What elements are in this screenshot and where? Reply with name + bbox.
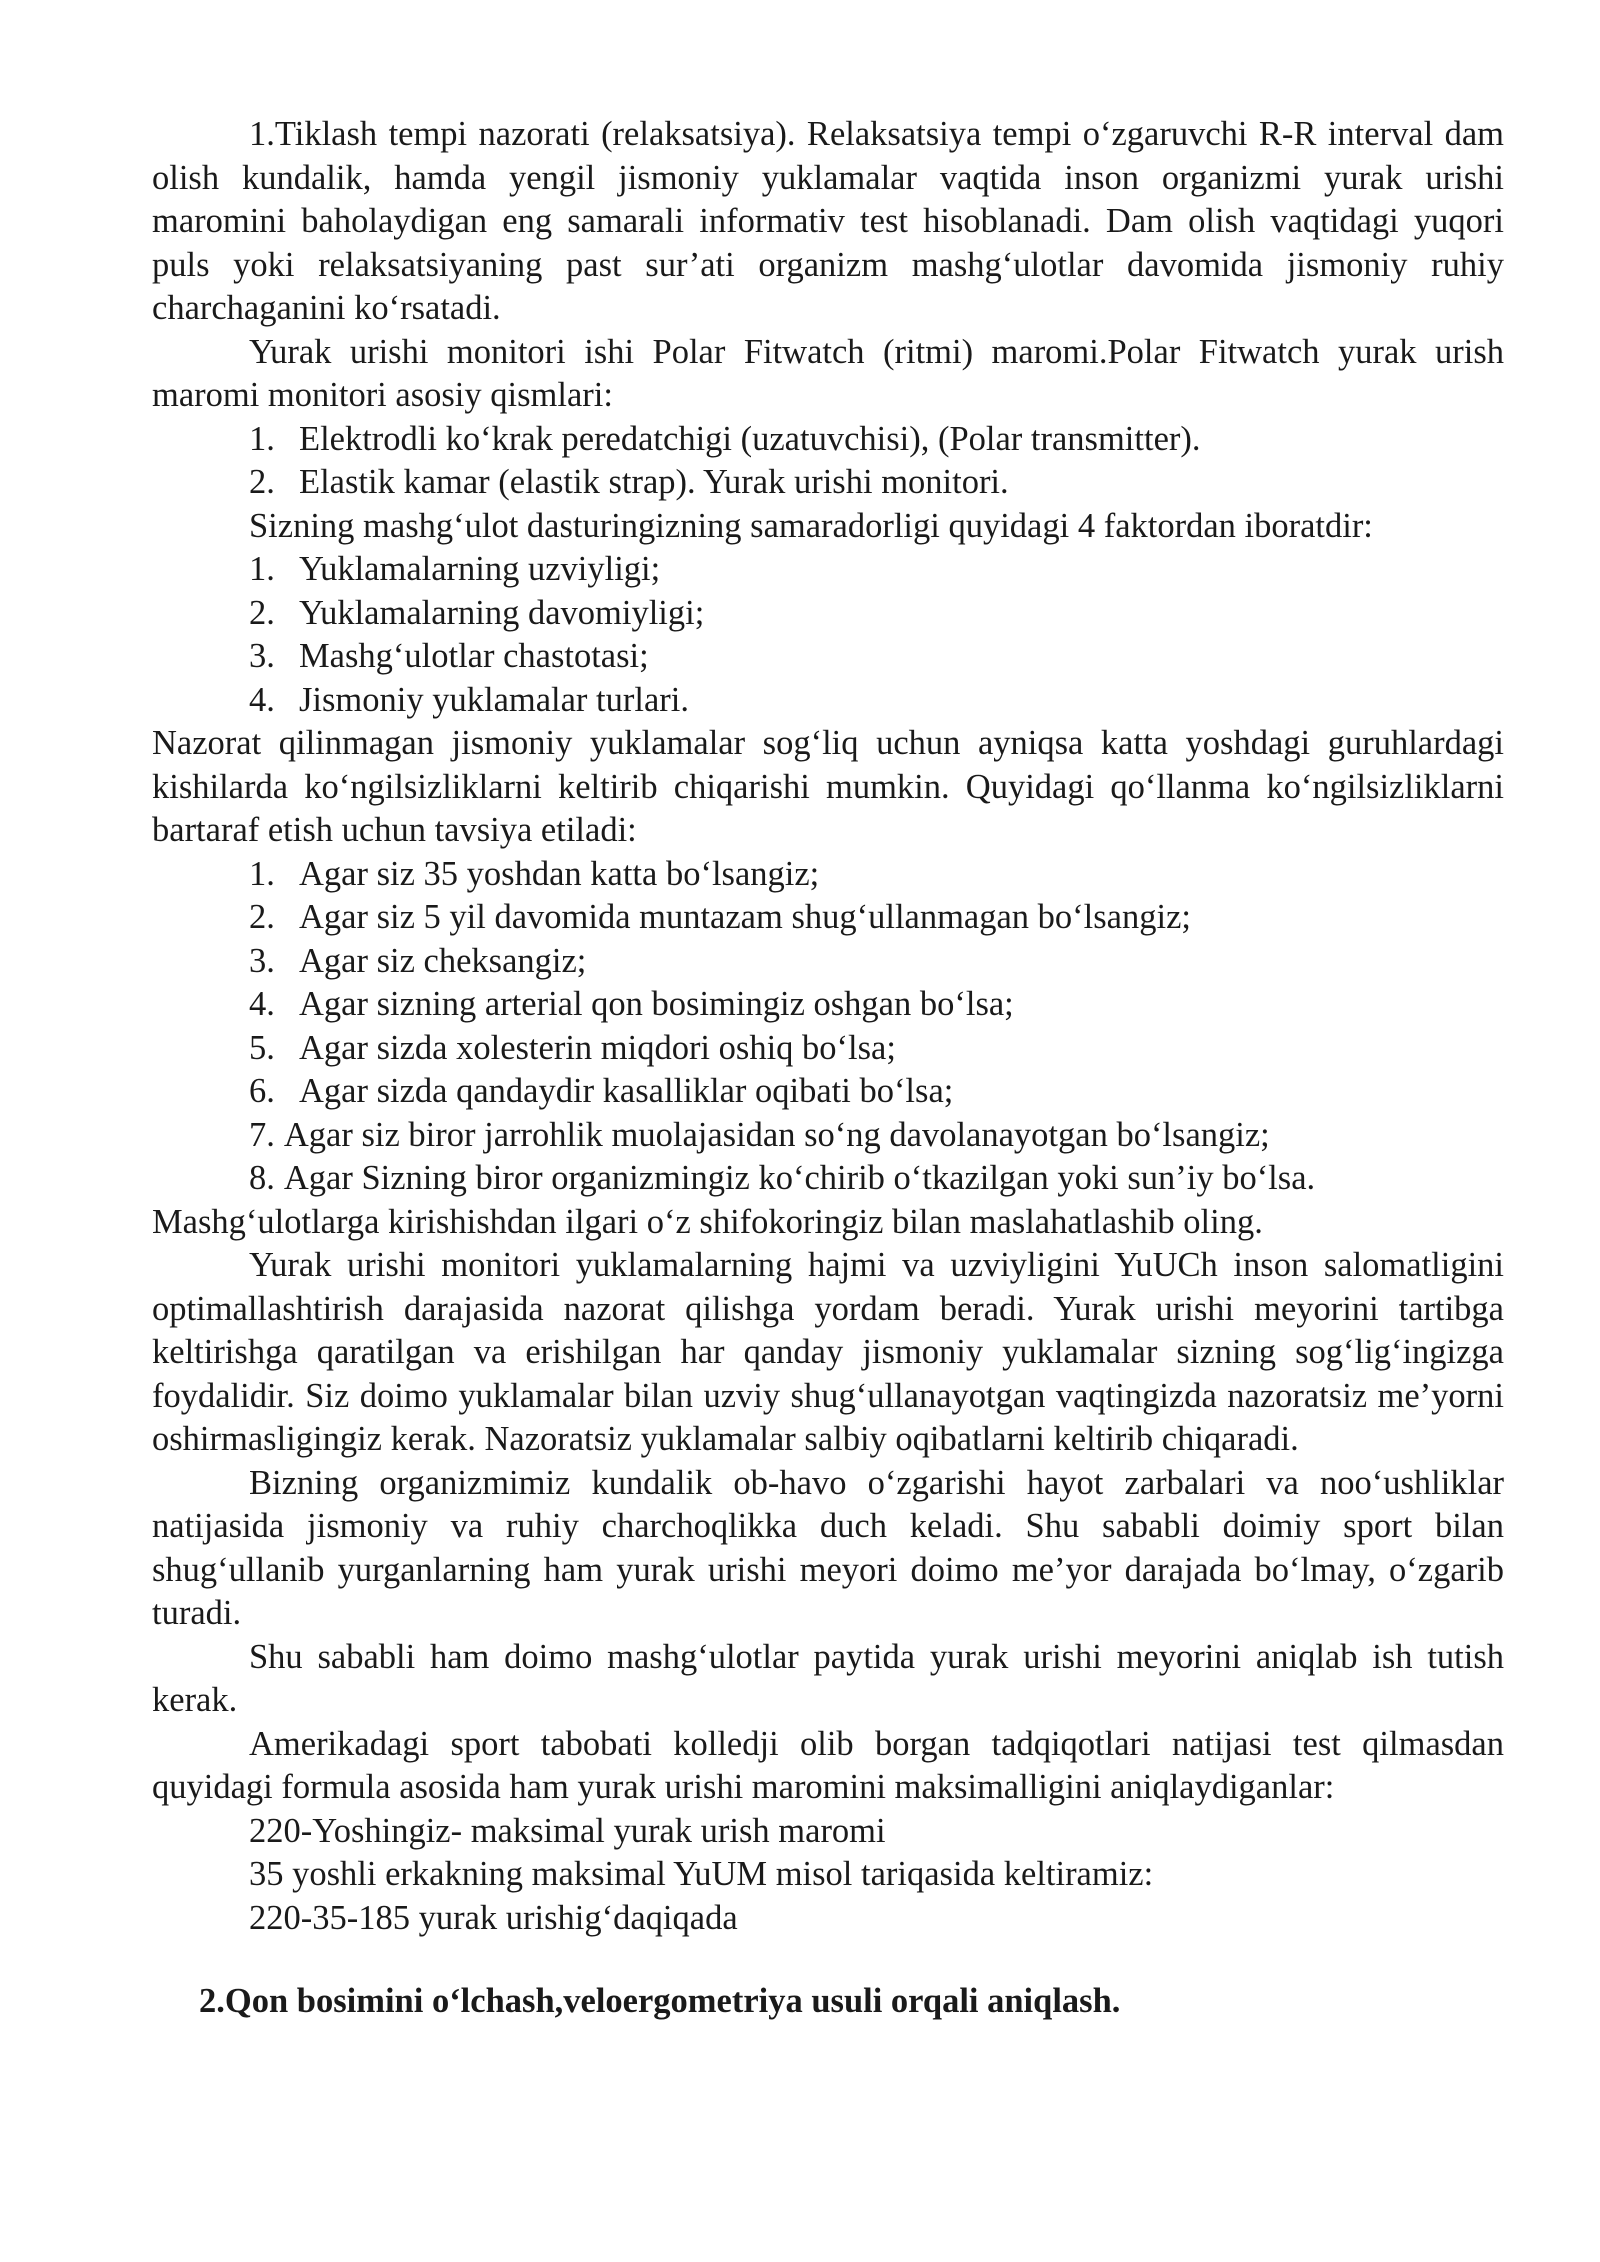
list-text: Agar Sizning biror organizmingiz ko‘chirib o‘tkazilgan yoki sun’iy bo‘lsa. xyxy=(283,1159,1316,1197)
list-text: Elektrodli ko‘krak peredatchigi (uzatuvchisi), (Polar transmitter). xyxy=(299,419,1201,458)
list-number: 1. xyxy=(249,419,275,458)
formula-line: 220-35-185 yurak urishig‘daqiqada xyxy=(249,1898,738,1937)
list-text: Agar siz cheksangiz; xyxy=(299,941,587,980)
paragraph-determine-rate: Shu sababli ham doimo mashg‘ulotlar paytida yurak urishi meyorini aniqlab ish tutish kerak. xyxy=(152,1637,1504,1719)
formula-line: 220-Yoshingiz- maksimal yurak urish maromi xyxy=(249,1811,886,1850)
paragraph-organism-fatigue: Bizning organizmimiz kundalik ob-havo o‘zgarishi hayot zarbalari va noo‘ushliklar natijasida jismoniy va ruhiy charchoqlikka duch keladi. Shu sababli doimiy sport bilan shug‘ullanib yurganlarning ham yurak urishi meyori doimo me’yor darajada bo‘lmay, o‘zgarib turadi. xyxy=(152,1463,1504,1632)
list-number: 8. xyxy=(249,1159,275,1197)
list-item xyxy=(152,592,1504,636)
paragraph-monitor-benefits: Yurak urishi monitori yuklamalarning hajmi va uzviyligini YuUCh inson salomatligini optimallashtirish darajasida nazorat qilishga yordam beradi. Yurak urishi meyorini tartibga keltirishga qaratilgan va erishilgan har qanday jismoniy yuklamalar sizning sog‘lig‘ingizga foydalidir. Siz doimo yuklamalar bilan uzviy shug‘ullanayotgan vaqtingizda nazoratsiz me’yorni oshirmasligingiz kerak. Nazoratsiz yuklamalar salbiy oqibatlarni keltirib chiqaradi. xyxy=(152,1246,1504,1458)
list-item xyxy=(152,1027,1504,1071)
paragraph-formula-intro: Amerikadagi sport tabobati kolledji olib borgan tadqiqotlari natijasi test qilmasdan quyidagi formula asosida ham yurak urishi maromini maksimalligini aniqlaydiganlar: xyxy=(152,1724,1504,1806)
list-item xyxy=(152,635,1504,679)
list-text: Mashg‘ulotlar chastotasi; xyxy=(299,637,649,675)
list-number: 3. xyxy=(249,941,275,980)
list-item xyxy=(152,418,1504,462)
list-number: 6. xyxy=(249,1072,275,1110)
list-item xyxy=(152,461,1504,505)
list-item xyxy=(152,896,1504,940)
list-number: 4. xyxy=(249,680,275,719)
list-number: 4. xyxy=(249,985,275,1023)
list-number: 3. xyxy=(249,637,275,675)
list-number: 2. xyxy=(249,463,275,501)
list-text: Agar siz 35 yoshdan katta bo‘lsangiz; xyxy=(299,854,820,893)
paragraph-consult-doctor: Mashg‘ulotlarga kirishishdan ilgari o‘z shifokoringiz bilan maslahatlashib oling. xyxy=(152,1202,1263,1241)
paragraph-polar-fitwatch: Yurak urishi monitori ishi Polar Fitwatch (ritmi) maromi.Polar Fitwatch yurak urish maromi monitori asosiy qismlari: xyxy=(152,332,1504,414)
formula-line: 35 yoshli erkakning maksimal YuUM misol tariqasida keltiramiz: xyxy=(249,1855,1154,1893)
list-item xyxy=(152,1114,1504,1158)
list-item xyxy=(152,548,1504,592)
list-text: Jismoniy yuklamalar turlari. xyxy=(299,680,689,719)
list-item xyxy=(152,853,1504,897)
list-item xyxy=(152,983,1504,1027)
list-text: Agar sizda xolesterin miqdori oshiq bo‘lsa; xyxy=(299,1028,896,1067)
list-item xyxy=(152,679,1504,723)
monitor-parts-list xyxy=(152,418,1504,505)
list-number: 1. xyxy=(249,550,275,588)
list-text: Yuklamalarning uzviyligi; xyxy=(299,550,661,588)
recommendations-list xyxy=(152,853,1504,1201)
list-item xyxy=(152,940,1504,984)
list-text: Agar siz biror jarrohlik muolajasidan so‘ng davolanayotgan bo‘lsangiz; xyxy=(283,1115,1270,1154)
formula-block xyxy=(152,1810,1504,1941)
list-text: Agar sizning arterial qon bosimingiz oshgan bo‘lsa; xyxy=(299,985,1014,1023)
section-heading: 2.Qon bosimini o‘lchash,veloergometriya usuli orqali aniqlash. xyxy=(199,1982,1121,2020)
paragraph-factors-intro: Sizning mashg‘ulot dasturingizning samaradorligi quyidagi 4 faktordan iboratdir: xyxy=(249,506,1373,545)
document-page xyxy=(152,113,1504,2024)
list-number: 2. xyxy=(249,898,275,936)
list-number: 5. xyxy=(249,1028,275,1067)
list-item xyxy=(152,1070,1504,1114)
list-number: 1. xyxy=(249,854,275,893)
factors-list xyxy=(152,548,1504,722)
list-number: 2. xyxy=(249,593,275,632)
list-item xyxy=(152,1157,1504,1201)
list-number: 7. xyxy=(249,1115,275,1154)
list-text: Yuklamalarning davomiyligi; xyxy=(299,593,705,632)
list-text: Elastik kamar (elastik strap). Yurak urishi monitori. xyxy=(299,463,1009,501)
paragraph-uncontrolled-loads: Nazorat qilinmagan jismoniy yuklamalar sog‘liq uchun ayniqsa katta yoshdagi guruhlardagi kishilarda ko‘ngilsizliklarni keltirib chiqarishi mumkin. Quyidagi qo‘llanma ko‘ngilsizliklarni bartaraf etish uchun tavsiya etiladi: xyxy=(152,724,1504,849)
list-text: Agar sizda qandaydir kasalliklar oqibati bo‘lsa; xyxy=(299,1072,954,1110)
paragraph-relaxation: 1.Tiklash tempi nazorati (relaksatsiya). Relaksatsiya tempi o‘zgaruvchi R-R interval dam olish kundalik, hamda yengil jismoniy yuklamalar vaqtida inson organizmi yurak urishi maromini baholaydigan eng samarali informativ test hisoblanadi. Dam olish vaqtidagi yuqori puls yoki relaksatsiyaning past sur’ati organizm mashg‘ulotlar davomida jismoniy ruhiy charchaganini ko‘rsatadi. xyxy=(152,115,1504,327)
list-text: Agar siz 5 yil davomida muntazam shug‘ullanmagan bo‘lsangiz; xyxy=(299,898,1191,936)
